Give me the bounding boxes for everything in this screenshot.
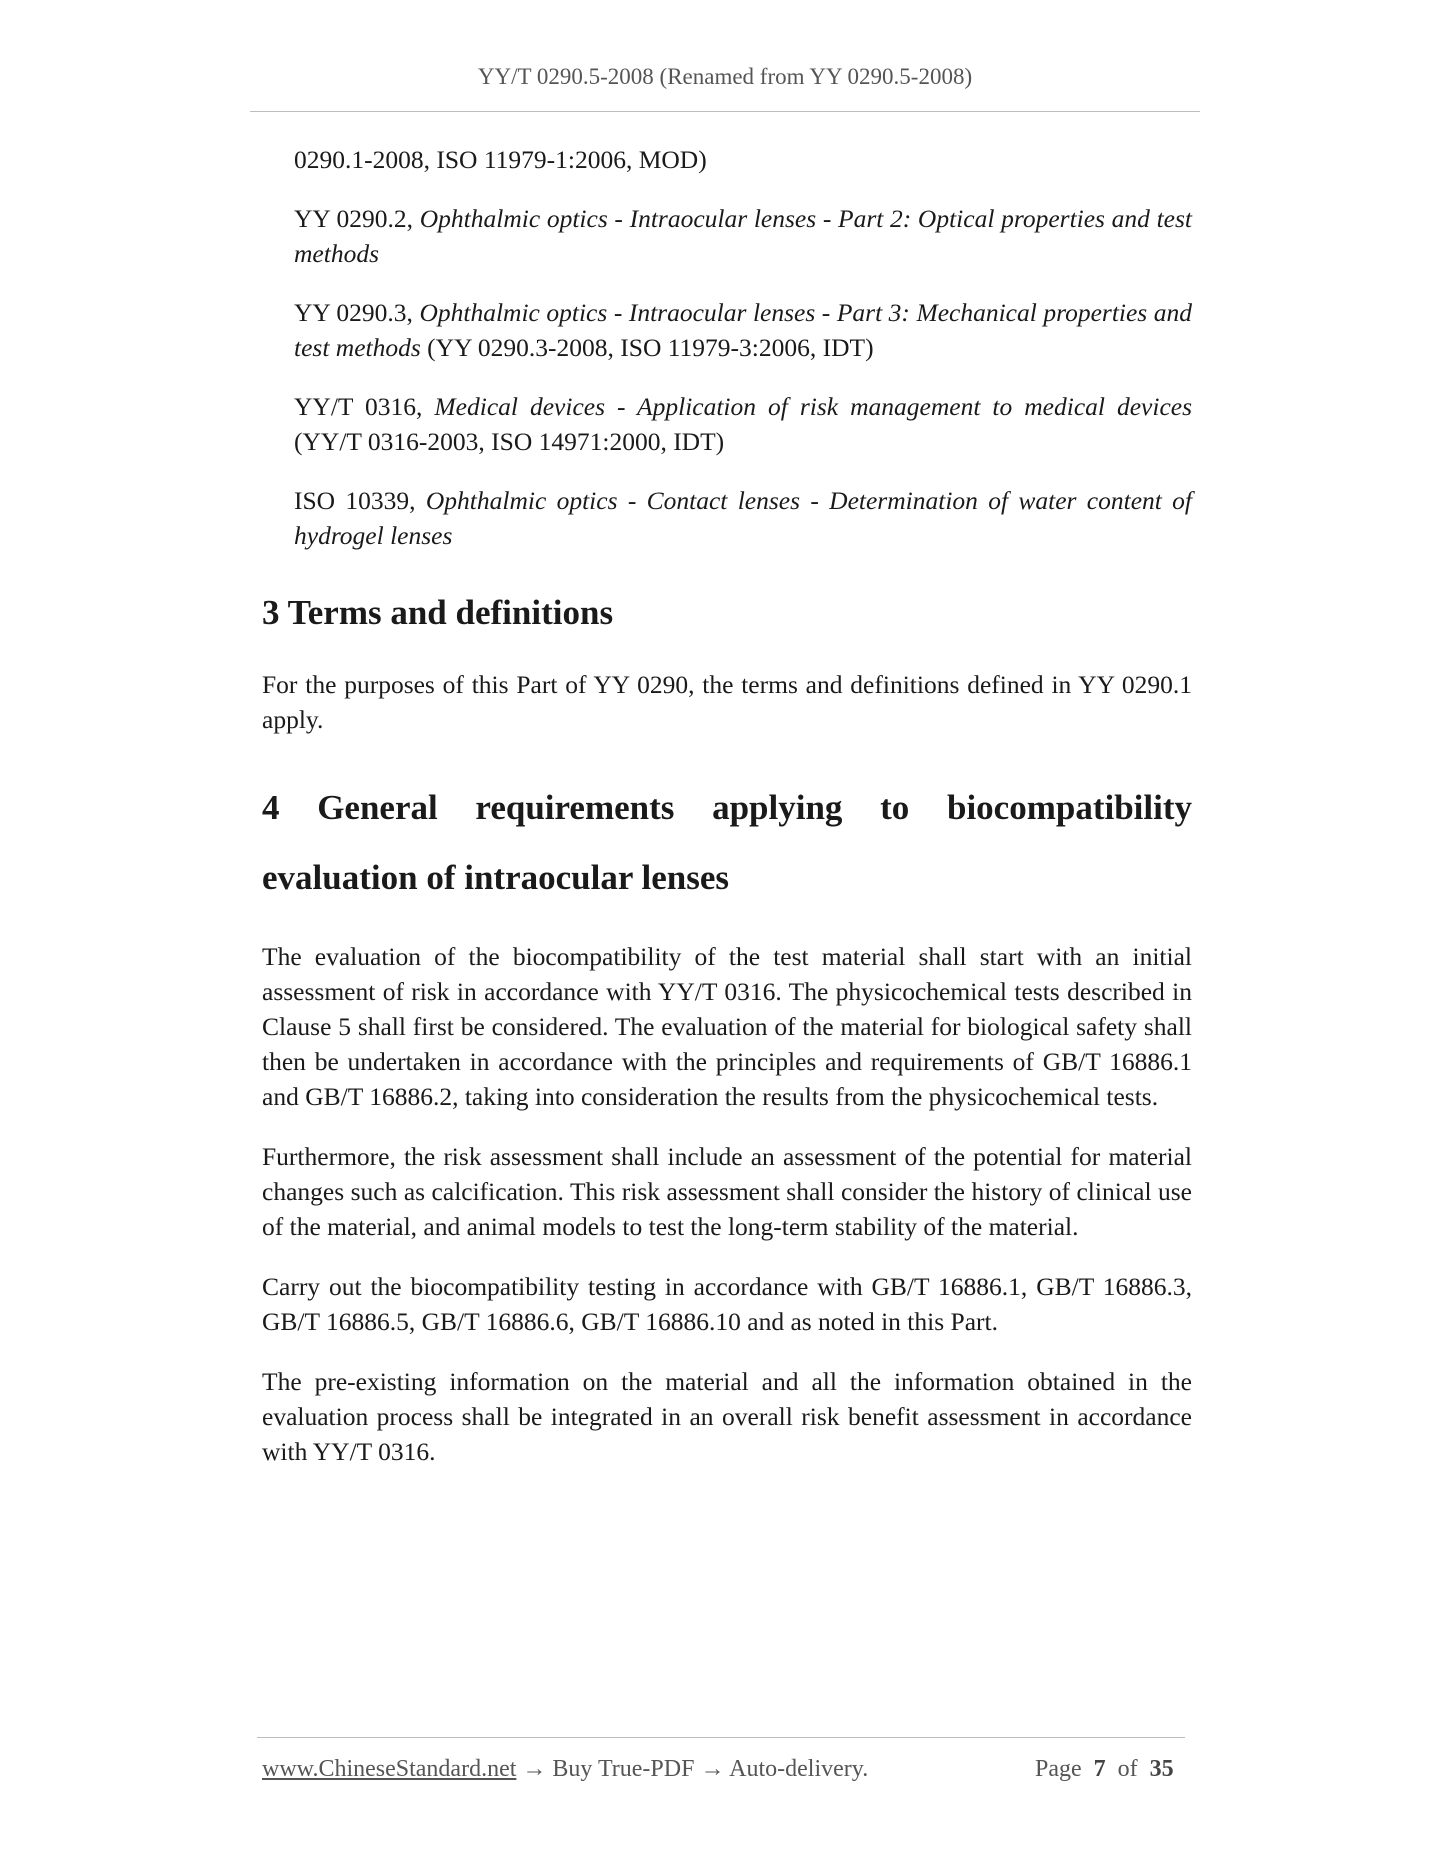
footer-promo: [262, 1756, 868, 1783]
footer-divider: [257, 1737, 1185, 1738]
reference-code: YY/T 0316,: [294, 392, 435, 421]
reference-title: Ophthalmic optics - Intraocular lenses - Part 2: Optical properties and test methods: [294, 204, 1192, 268]
reference-code: 0290.1-2008, ISO 11979-1:2006, MOD): [294, 145, 707, 174]
reference-item: [294, 201, 1192, 271]
section-4-paragraph: Carry out the biocompatibility testing in accordance with GB/T 16886.1, GB/T 16886.3, GB/T 16886.5, GB/T 16886.6, GB/T 16886.10 and as noted in this Part.: [262, 1272, 1192, 1336]
reference-code: YY 0290.3,: [294, 298, 420, 327]
reference-item: [294, 389, 1192, 459]
section-4-heading: 4 General requirements applying to biocompatibility evaluation of intraocular lenses: [262, 788, 1192, 897]
page-total: 35: [1149, 1756, 1174, 1782]
arrow-right-icon: →: [700, 1756, 725, 1782]
page-label: Page: [1035, 1756, 1082, 1782]
reference-title: Ophthalmic optics - Intraocular lenses - Part 3: Mechanical properties and test methods: [294, 298, 1193, 362]
reference-code: ISO 10339,: [294, 486, 426, 515]
section-3-heading: 3 Terms and definitions: [262, 593, 614, 632]
reference-item: [294, 483, 1192, 553]
section-4-paragraph: The pre-existing information on the material and all the information obtained in the evaluation process shall be integrated in an overall risk benefit assessment in accordance with YY/T 0316.: [262, 1367, 1192, 1466]
header-divider: [250, 111, 1200, 112]
page-number: 7: [1093, 1756, 1106, 1782]
page-header: YY/T 0290.5-2008 (Renamed from YY 0290.5-2008): [477, 64, 973, 89]
reference-title: Medical devices - Application of risk management to medical devices: [434, 392, 1192, 421]
reference-item: [294, 295, 1192, 365]
section-3-paragraph: For the purposes of this Part of YY 0290, the terms and definitions defined in YY 0290.1 apply.: [262, 670, 1192, 734]
auto-delivery-text: Auto-delivery.: [729, 1756, 869, 1782]
reference-suffix: (YY/T 0316-2003, ISO 14971:2000, IDT): [294, 427, 725, 456]
reference-suffix: (YY 0290.3-2008, ISO 11979-3:2006, IDT): [420, 333, 874, 362]
arrow-right-icon: →: [522, 1756, 547, 1782]
page-indicator: [1035, 1756, 1174, 1783]
of-label: of: [1117, 1756, 1138, 1782]
reference-item: [294, 142, 1192, 177]
website-link[interactable]: www.ChineseStandard.net: [262, 1756, 517, 1782]
document-body: [262, 142, 1192, 1494]
buy-pdf-text: Buy True-PDF: [552, 1756, 695, 1782]
section-4-paragraph: Furthermore, the risk assessment shall include an assessment of the potential for material changes such as calcification. This risk assessment shall consider the history of clinical use of the material, and animal models to test the long-term stability of the material.: [262, 1142, 1192, 1241]
section-4-paragraph: The evaluation of the biocompatibility of the test material shall start with an initial assessment of risk in accordance with YY/T 0316. The physicochemical tests described in Clause 5 shall first be considered. The evaluation of the material for biological safety shall then be undertaken in accordance with the principles and requirements of GB/T 16886.1 and GB/T 16886.2, taking into consideration the results from the physicochemical tests.: [262, 942, 1192, 1111]
reference-title: Ophthalmic optics - Contact lenses - Determination of water content of hydrogel lenses: [294, 486, 1193, 550]
reference-code: YY 0290.2,: [294, 204, 420, 233]
